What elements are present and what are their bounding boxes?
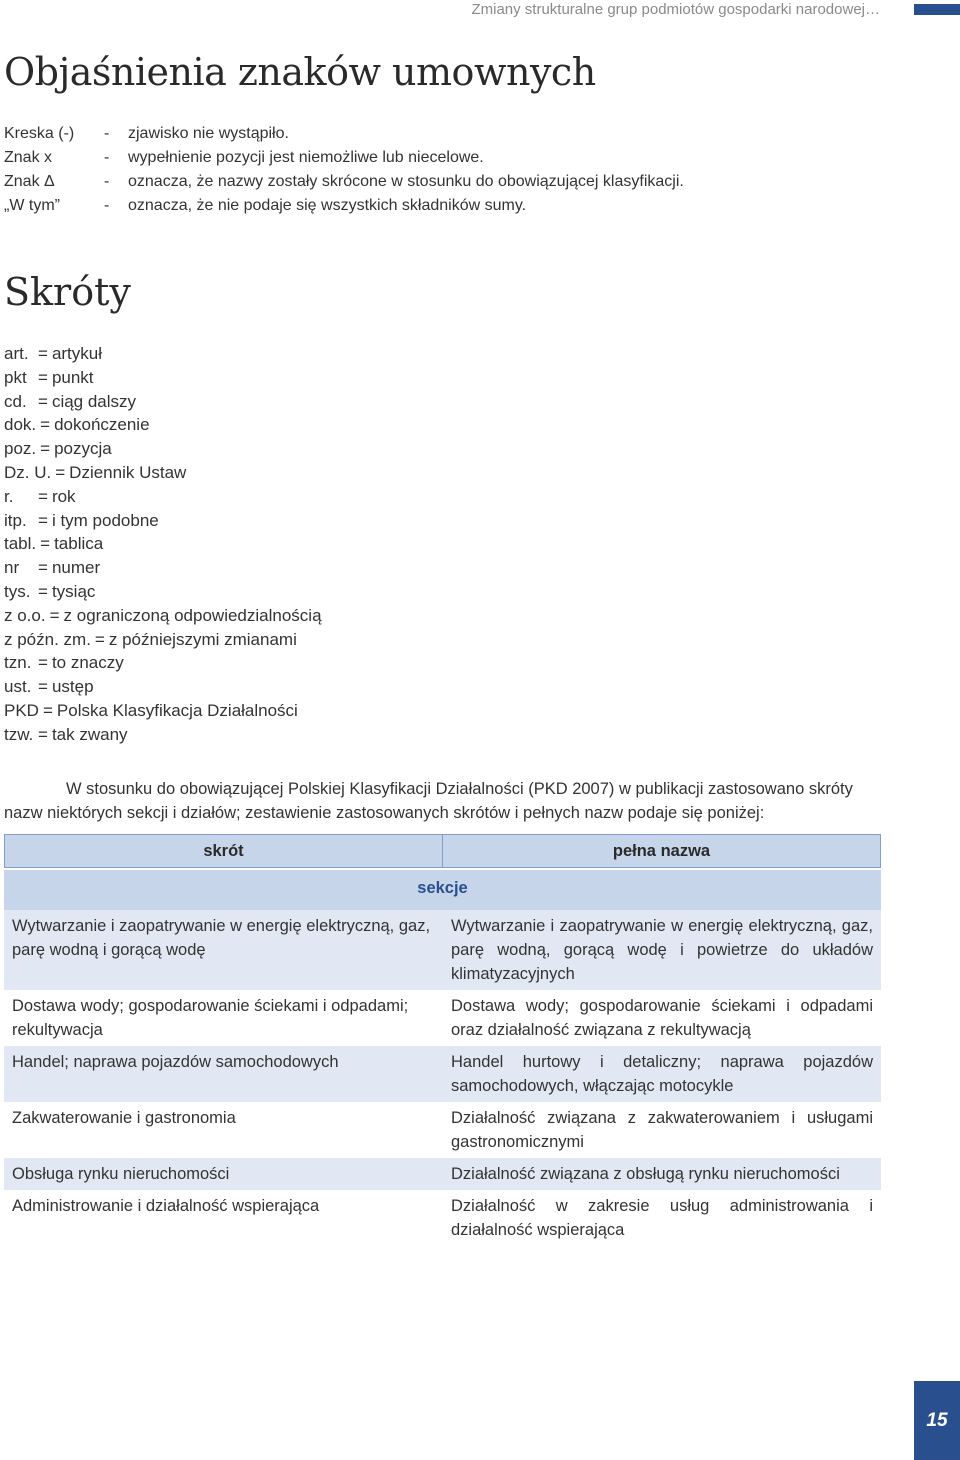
sign-dash: - xyxy=(104,125,110,142)
sign-desc: wypełnienie pozycji jest niemożliwe lub niecelowe. xyxy=(128,149,484,166)
abbreviation-row xyxy=(4,509,322,533)
equals-sign: = xyxy=(42,700,53,720)
abbreviation-row xyxy=(4,342,322,366)
abbreviation-meaning: ciąg dalszy xyxy=(51,391,137,411)
sign-term: Kreska (-) xyxy=(4,125,75,142)
abbreviation-row xyxy=(4,485,322,509)
running-title: Zmiany strukturalne grup podmiotów gospodarki narodowej… xyxy=(471,1,880,18)
abbreviation-meaning: z późniejszymi zmianami xyxy=(108,629,297,649)
sign-term: Znak Δ xyxy=(4,173,55,190)
abbreviation-term: itp. xyxy=(4,510,27,530)
abbreviation-meaning: numer xyxy=(51,558,101,578)
abbreviation-row xyxy=(4,437,322,461)
table-row xyxy=(4,1158,881,1190)
abbreviation-meaning: tablica xyxy=(54,534,104,554)
abbreviation-term: tabl. xyxy=(4,534,37,554)
abbreviation-meaning: artykuł xyxy=(51,344,103,363)
abbreviation-row xyxy=(4,604,322,628)
signs-list xyxy=(4,122,684,218)
sign-row xyxy=(4,146,684,170)
equals-sign: = xyxy=(40,534,51,554)
signs-title: Objaśnienia znaków umownych xyxy=(4,50,596,94)
short-name-cell: Administrowanie i działalność wspierająca xyxy=(12,1197,320,1215)
sign-desc: oznacza, że nie podaje się wszystkich składników sumy. xyxy=(128,197,527,214)
abbreviation-term: tzn. xyxy=(4,653,32,673)
abbreviation-meaning: ustęp xyxy=(51,677,94,697)
abbreviation-row xyxy=(4,366,322,390)
section-label-row xyxy=(4,870,881,910)
sign-row xyxy=(4,170,684,194)
abbreviation-term: cd. xyxy=(4,391,27,411)
full-name-cell: Działalność związana z zakwaterowaniem i usługami gastronomicznymi xyxy=(451,1109,873,1151)
abbreviation-meaning: dokończenie xyxy=(54,415,150,435)
abbreviation-meaning: Polska Klasyfikacja Działalności xyxy=(56,700,298,720)
equals-sign: = xyxy=(40,439,51,459)
abbreviations-title: Skróty xyxy=(4,270,131,314)
equals-sign: = xyxy=(38,724,48,744)
equals-sign: = xyxy=(38,653,48,673)
abbreviations-list xyxy=(4,342,322,747)
abbreviation-row xyxy=(4,723,322,747)
abbreviation-meaning: rok xyxy=(51,486,76,506)
abbreviation-term: dok. xyxy=(4,415,37,435)
abbreviation-row xyxy=(4,580,322,604)
equals-sign: = xyxy=(55,462,66,482)
sign-dash: - xyxy=(104,173,110,190)
abbreviation-table xyxy=(4,834,881,1246)
abbreviation-row xyxy=(4,532,322,556)
abbreviation-term: poz. xyxy=(4,439,37,459)
short-name-cell: Zakwaterowanie i gastronomia xyxy=(12,1109,236,1127)
abbreviation-meaning: z ograniczoną odpowiedzialnością xyxy=(63,605,322,625)
equals-sign: = xyxy=(40,415,51,435)
intro-paragraph: W stosunku do obowiązującej Polskiej Klasyfikacji Działalności (PKD 2007) w publikacji zastosowano skróty nazw niektórych sekcji i działów; zestawienie zastosowanych skrótów i pełnych nazw podaje się poniżej: xyxy=(4,780,853,822)
full-name-cell: Działalność związana z obsługą rynku nieruchomości xyxy=(451,1165,840,1183)
abbreviation-row xyxy=(4,651,322,675)
abbreviation-row xyxy=(4,556,322,580)
sign-row xyxy=(4,194,684,218)
equals-sign: = xyxy=(94,629,105,649)
abbreviation-term: z o.o. xyxy=(4,605,46,625)
abbreviation-term: tzw. xyxy=(4,724,34,744)
full-name-cell: Handel hurtowy i detaliczny; naprawa pojazdów samochodowych, włączając motocykle xyxy=(451,1053,873,1095)
equals-sign: = xyxy=(38,344,48,363)
equals-sign: = xyxy=(38,510,48,530)
sign-desc: zjawisko nie wystąpiło. xyxy=(128,125,289,142)
equals-sign: = xyxy=(38,367,48,387)
abbreviation-term: art. xyxy=(4,344,29,363)
table-row xyxy=(4,910,881,990)
abbreviation-term: z późn. zm. xyxy=(4,629,91,649)
full-name-cell: Działalność w zakresie usług administrowania i działalność wspierająca xyxy=(451,1197,873,1239)
equals-sign: = xyxy=(49,605,60,625)
abbreviation-meaning: tysiąc xyxy=(51,581,96,601)
abbreviation-meaning: punkt xyxy=(51,367,94,387)
sign-desc: oznacza, że nazwy zostały skrócone w stosunku do obowiązującej klasyfikacji. xyxy=(128,173,684,190)
abbreviation-row xyxy=(4,413,322,437)
short-name-cell: Wytwarzanie i zaopatrywanie w energię elektryczną, gaz, parę wodną i gorącą wodę xyxy=(12,917,431,959)
abbreviation-row xyxy=(4,699,322,723)
abbreviation-meaning: to znaczy xyxy=(51,653,124,673)
abbreviation-meaning: tak zwany xyxy=(51,724,128,744)
table-row xyxy=(4,990,881,1046)
abbreviation-term: PKD xyxy=(4,700,39,720)
abbreviation-term: nr xyxy=(4,558,20,578)
abbreviation-meaning: pozycja xyxy=(54,439,112,459)
header-full-name: pełna nazwa xyxy=(612,842,711,860)
abbreviation-row xyxy=(4,390,322,414)
full-name-cell: Wytwarzanie i zaopatrywanie w energię elektryczną, gaz, parę wodną, gorącą wodę i powietrze do układów klimatyzacyjnych xyxy=(451,917,873,983)
equals-sign: = xyxy=(38,391,48,411)
abbreviation-row xyxy=(4,628,322,652)
equals-sign: = xyxy=(38,486,48,506)
equals-sign: = xyxy=(38,581,48,601)
abbreviation-meaning: Dziennik Ustaw xyxy=(69,462,187,482)
equals-sign: = xyxy=(38,558,48,578)
table-row xyxy=(4,1046,881,1102)
abbreviation-term: r. xyxy=(4,486,14,506)
short-name-cell: Dostawa wody; gospodarowanie ściekami i odpadami; rekultywacja xyxy=(12,997,409,1039)
sign-row xyxy=(4,122,684,146)
header-accent-bar xyxy=(914,4,960,15)
sign-term: „W tym” xyxy=(4,197,60,214)
header-short-name: skrót xyxy=(5,835,443,867)
section-label: sekcje xyxy=(417,879,468,897)
abbreviation-term: ust. xyxy=(4,677,32,697)
table-row xyxy=(4,1102,881,1158)
abbreviation-row xyxy=(4,675,322,699)
abbreviation-row xyxy=(4,461,322,485)
table-header xyxy=(4,834,881,868)
short-name-cell: Obsługa rynku nieruchomości xyxy=(12,1165,230,1183)
table-row xyxy=(4,1190,881,1246)
sign-term: Znak x xyxy=(4,149,53,166)
sign-dash: - xyxy=(104,149,110,166)
sign-dash: - xyxy=(104,197,110,214)
short-name-cell: Handel; naprawa pojazdów samochodowych xyxy=(12,1053,339,1071)
equals-sign: = xyxy=(38,677,48,697)
full-name-cell: Dostawa wody; gospodarowanie ściekami i odpadami oraz działalność związana z rekultywacją xyxy=(451,997,873,1039)
abbreviation-term: tys. xyxy=(4,581,31,601)
page-number: 15 xyxy=(914,1381,960,1460)
abbreviation-term: pkt xyxy=(4,367,27,387)
abbreviation-term: Dz. U. xyxy=(4,462,52,482)
abbreviation-meaning: i tym podobne xyxy=(51,510,159,530)
